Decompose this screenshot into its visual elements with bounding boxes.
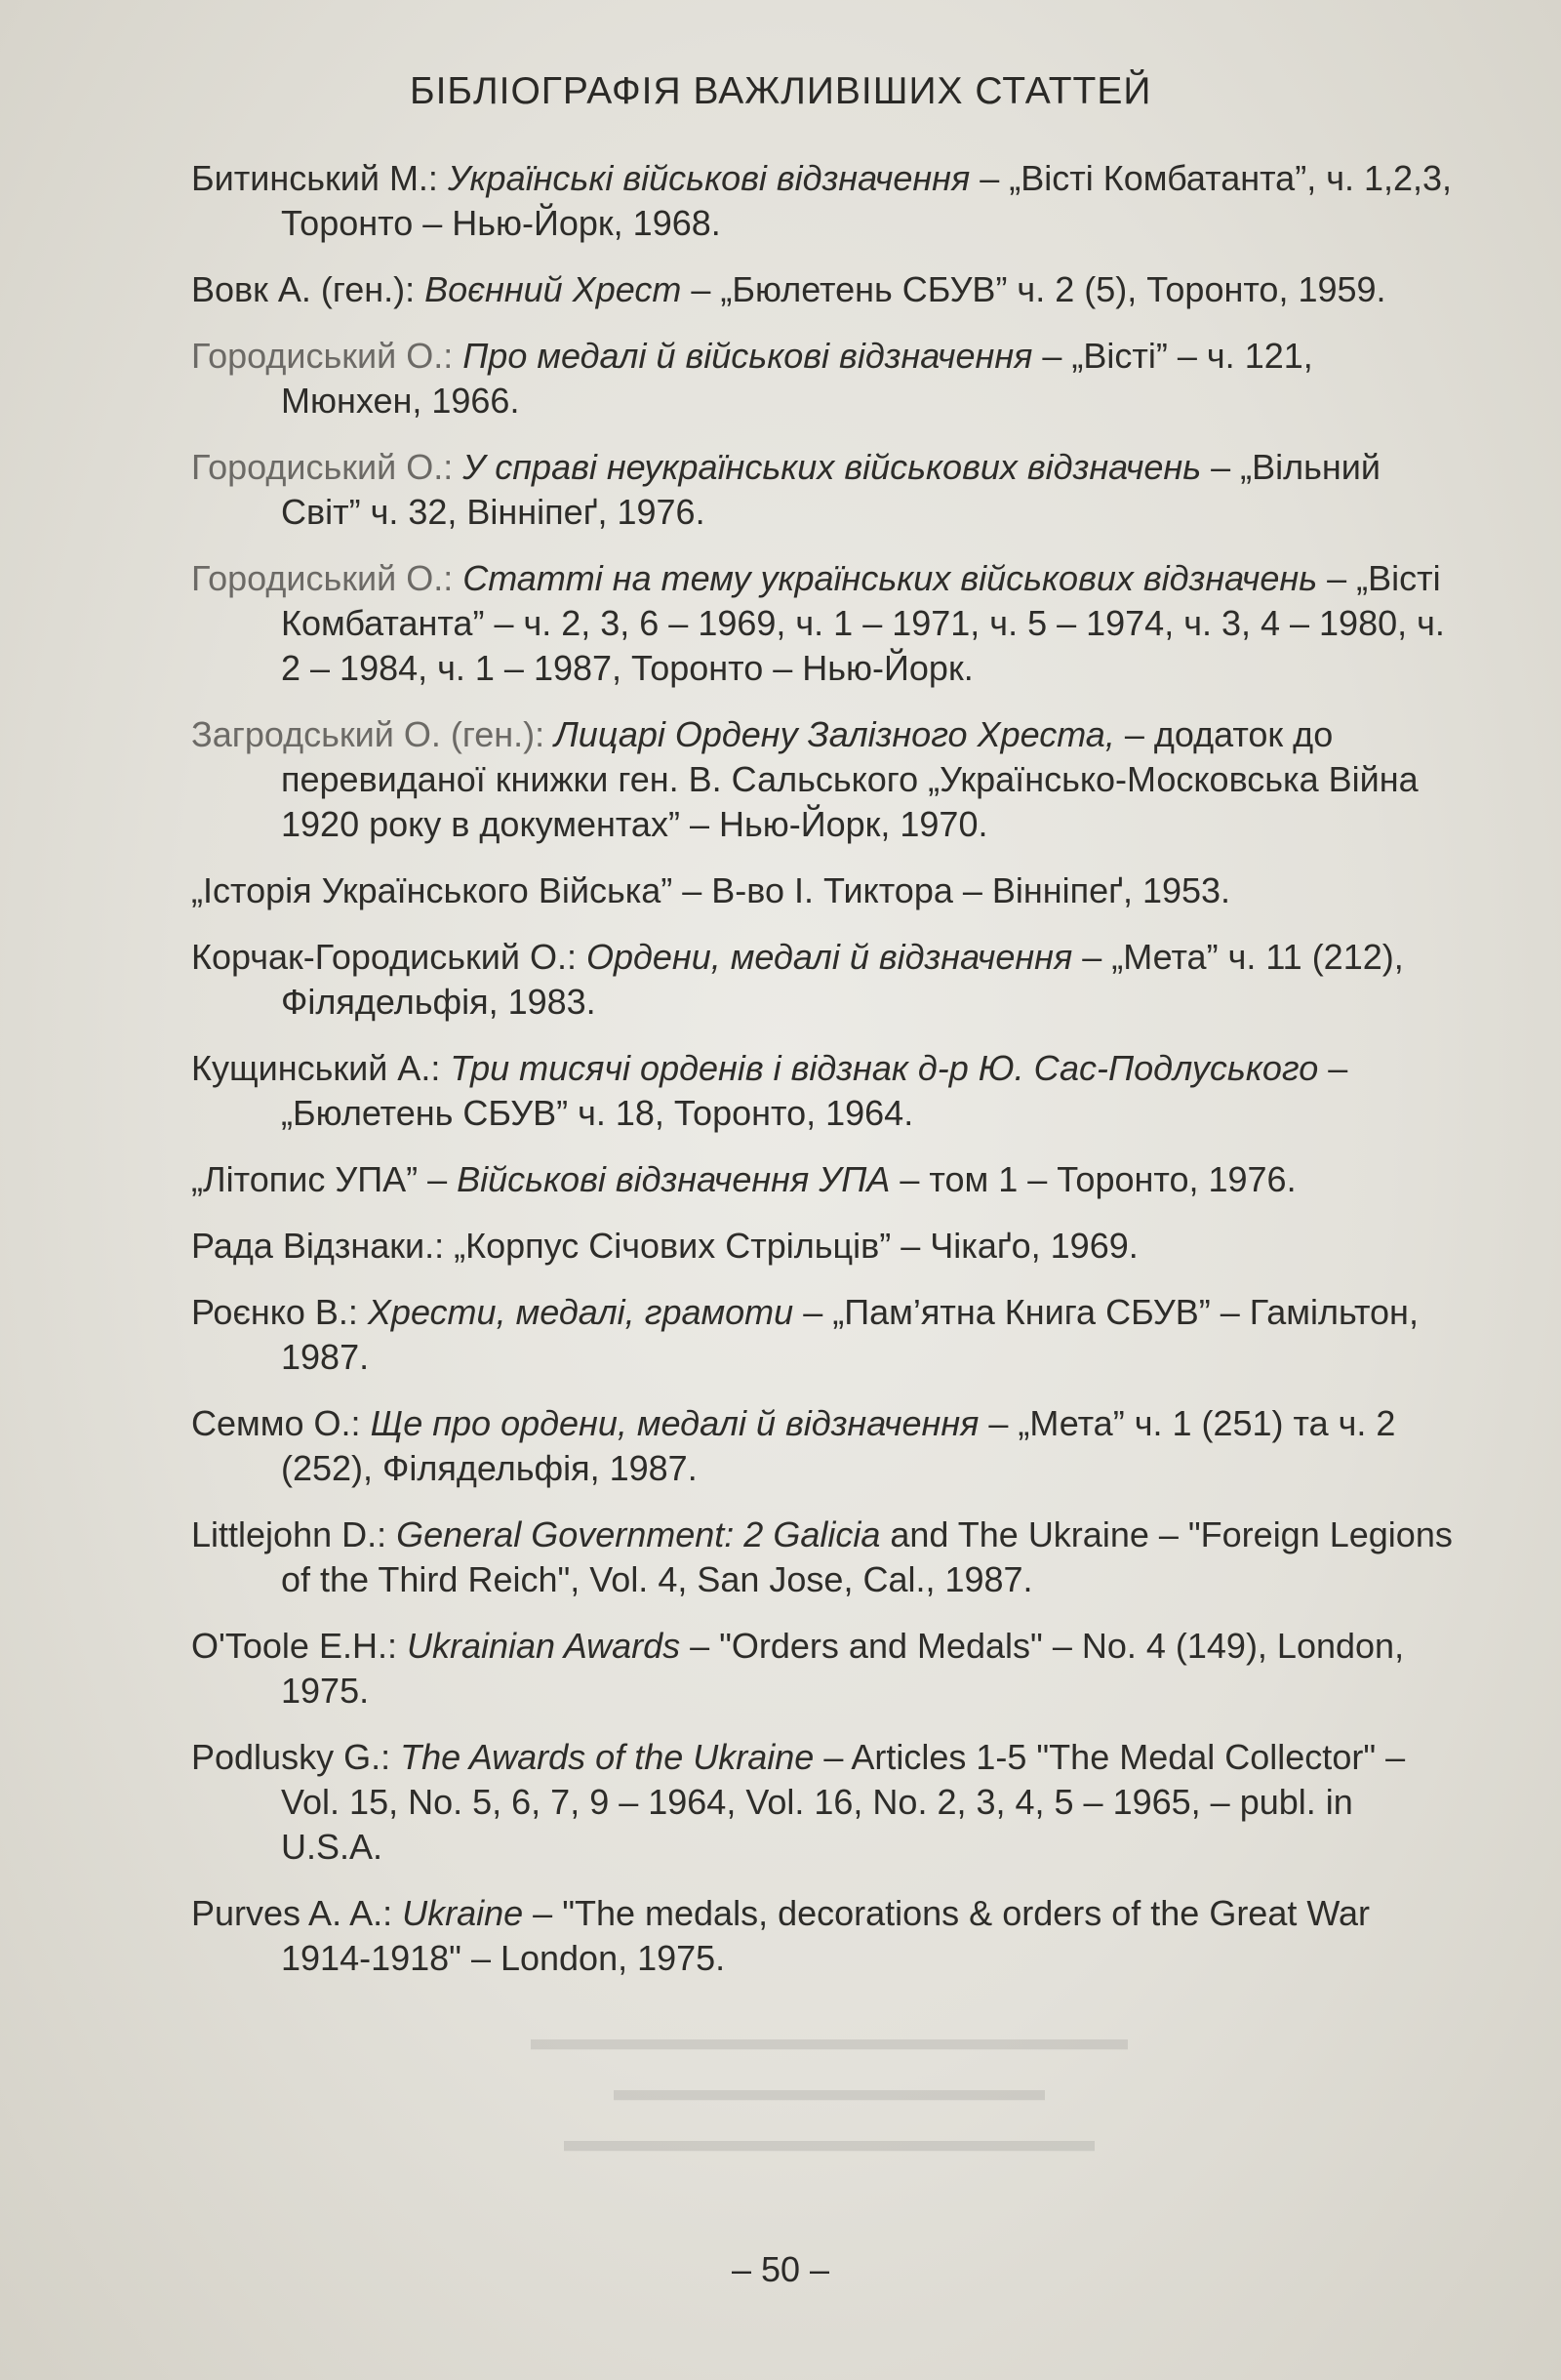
entry-author: Кущинський А.: xyxy=(191,1048,451,1088)
entry-author: Битинський М.: xyxy=(191,158,448,198)
bibliography-entry xyxy=(191,868,1460,913)
bibliography-list xyxy=(191,156,1460,2002)
page-title: БІБЛІОГРАФІЯ ВАЖЛИВІШИХ СТАТТЕЙ xyxy=(410,70,1152,112)
entry-author: Загродський О. (ген.): xyxy=(191,714,555,754)
bibliography-entry xyxy=(191,334,1460,424)
bibliography-entry xyxy=(191,1735,1460,1870)
entry-title: У справі неукраїнських військових відзначень xyxy=(462,447,1202,487)
entry-author: Вовк А. (ген.): xyxy=(191,269,425,309)
entry-source: – „Вільний Світ” ч. 32, Вінніпеґ, 1976. xyxy=(281,447,1381,532)
entry-author: „Літопис УПА” – xyxy=(191,1159,458,1199)
entry-title: Три тисячі орденів і відзнак д-р Ю. Сас-Подлуського xyxy=(450,1048,1319,1088)
entry-title: Про медалі й військові відзначення xyxy=(462,336,1033,376)
bibliography-entry xyxy=(191,1513,1460,1602)
entry-source: – „Мета” ч. 11 (212), Філядельфія, 1983. xyxy=(281,937,1404,1022)
entry-author: O'Toole E.H.: xyxy=(191,1626,407,1666)
entry-author: Городиський О.: xyxy=(191,336,463,376)
bibliography-entry xyxy=(191,935,1460,1025)
bibliography-entry xyxy=(191,1046,1460,1136)
entry-title: The Awards of the Ukraine xyxy=(400,1737,815,1777)
bibliography-entry xyxy=(191,1224,1460,1269)
entry-title: Українські військові відзначення xyxy=(447,158,971,198)
bibliography-entry xyxy=(191,445,1460,535)
bibliography-entry xyxy=(191,267,1460,312)
entry-author: Семмо О.: xyxy=(191,1403,371,1443)
bibliography-entry xyxy=(191,1290,1460,1380)
bibliography-entry xyxy=(191,1891,1460,1981)
entry-source: – „Пам’ятна Книга СБУВ” – Гамільтон, 1987. xyxy=(281,1292,1419,1377)
entry-source: – „Мета” ч. 1 (251) та ч. 2 (252), Філядельфія, 1987. xyxy=(281,1403,1396,1488)
entry-author: Роєнко В.: xyxy=(191,1292,368,1332)
entry-source: – Articles 1-5 "The Medal Collector" – Vol. 15, No. 5, 6, 7, 9 – 1964, Vol. 16, No. 2, 3, 4, 5 – 1965, – publ. in U.S.A. xyxy=(281,1737,1406,1867)
entry-title: Ukrainian Awards xyxy=(406,1626,681,1666)
bibliography-entry xyxy=(191,1401,1460,1491)
entry-title: Воєнний Хрест xyxy=(424,269,682,309)
entry-title: Ukraine xyxy=(402,1893,524,1933)
entry-author: Littlejohn D.: xyxy=(191,1514,397,1554)
bibliography-entry xyxy=(191,1624,1460,1714)
entry-title: Статті на тему українських військових відзначень xyxy=(462,558,1318,598)
entry-author: Городиський О.: xyxy=(191,558,463,598)
entry-title: Ордени, медалі й відзначення xyxy=(585,937,1073,977)
entry-source: – „Бюлетень СБУВ” ч. 2 (5), Торонто, 1959. xyxy=(681,269,1386,309)
entry-source: – "Orders and Medals" – No. 4 (149), London, 1975. xyxy=(281,1626,1405,1711)
entry-title: Військові відзначення УПА xyxy=(457,1159,891,1199)
entry-source: – „Вісті Комбатанта” – ч. 2, 3, 6 – 1969, ч. 1 – 1971, ч. 5 – 1974, ч. 3, 4 – 1980, ч. 2 – 1984, ч. 1 – 1987, Торонто – Нью-Йорк. xyxy=(281,558,1445,688)
page-number: – 50 – xyxy=(731,2249,830,2289)
entry-title: General Government: 2 Galicia xyxy=(396,1514,881,1554)
entry-source: – "The medals, decorations & orders of the Great War 1914-1918" – London, 1975. xyxy=(281,1893,1371,1978)
entry-source: – „Бюлетень СБУВ” ч. 18, Торонто, 1964. xyxy=(281,1048,1348,1133)
entry-title: Хрести, медалі, грамоти xyxy=(367,1292,794,1332)
entry-author: Рада Відзнаки.: „Корпус Січових Стрільців” – Чікаґо, 1969. xyxy=(191,1226,1139,1266)
bibliography-entry xyxy=(191,1157,1460,1202)
bibliography-entry xyxy=(191,712,1460,847)
entry-source: – „Вісті Комбатанта”, ч. 1,2,3, Торонто – Нью-Йорк, 1968. xyxy=(281,158,1453,243)
entry-source: – додаток до перевиданої книжки ген. В. Сальського „Українсько-Московська Війна 1920 року в документах” – Нью-Йорк, 1970. xyxy=(281,714,1419,844)
entry-source: and The Ukraine – "Foreign Legions of the Third Reich", Vol. 4, San Jose, Cal., 1987. xyxy=(281,1514,1453,1599)
entry-source: – том 1 – Торонто, 1976. xyxy=(890,1159,1297,1199)
entry-author: Podlusky G.: xyxy=(191,1737,401,1777)
bibliography-entry xyxy=(191,156,1460,246)
entry-title: Лицарі Ордену Залізного Хреста, xyxy=(554,714,1115,754)
entry-author: Purves A. A.: xyxy=(191,1893,403,1933)
entry-title: Ще про ордени, медалі й відзначення xyxy=(370,1403,980,1443)
bibliography-entry xyxy=(191,556,1460,691)
entry-author: „Історія Українського Війська” – В-во І. Тиктора – Вінніпеґ, 1953. xyxy=(191,870,1231,910)
entry-author: Корчак-Городиський О.: xyxy=(191,937,586,977)
entry-author: Городиський О.: xyxy=(191,447,463,487)
entry-source: – „Вісті” – ч. 121, Мюнхен, 1966. xyxy=(281,336,1313,421)
bleed-through-text: ▬▬▬▬▬▬▬▬▬▬▬▬▬▬▬▬ ▬▬▬▬▬▬▬▬▬▬▬▬▬ ▬▬▬▬▬▬▬▬▬▬▬▬▬▬▬▬▬▬ xyxy=(531,2032,1128,2170)
